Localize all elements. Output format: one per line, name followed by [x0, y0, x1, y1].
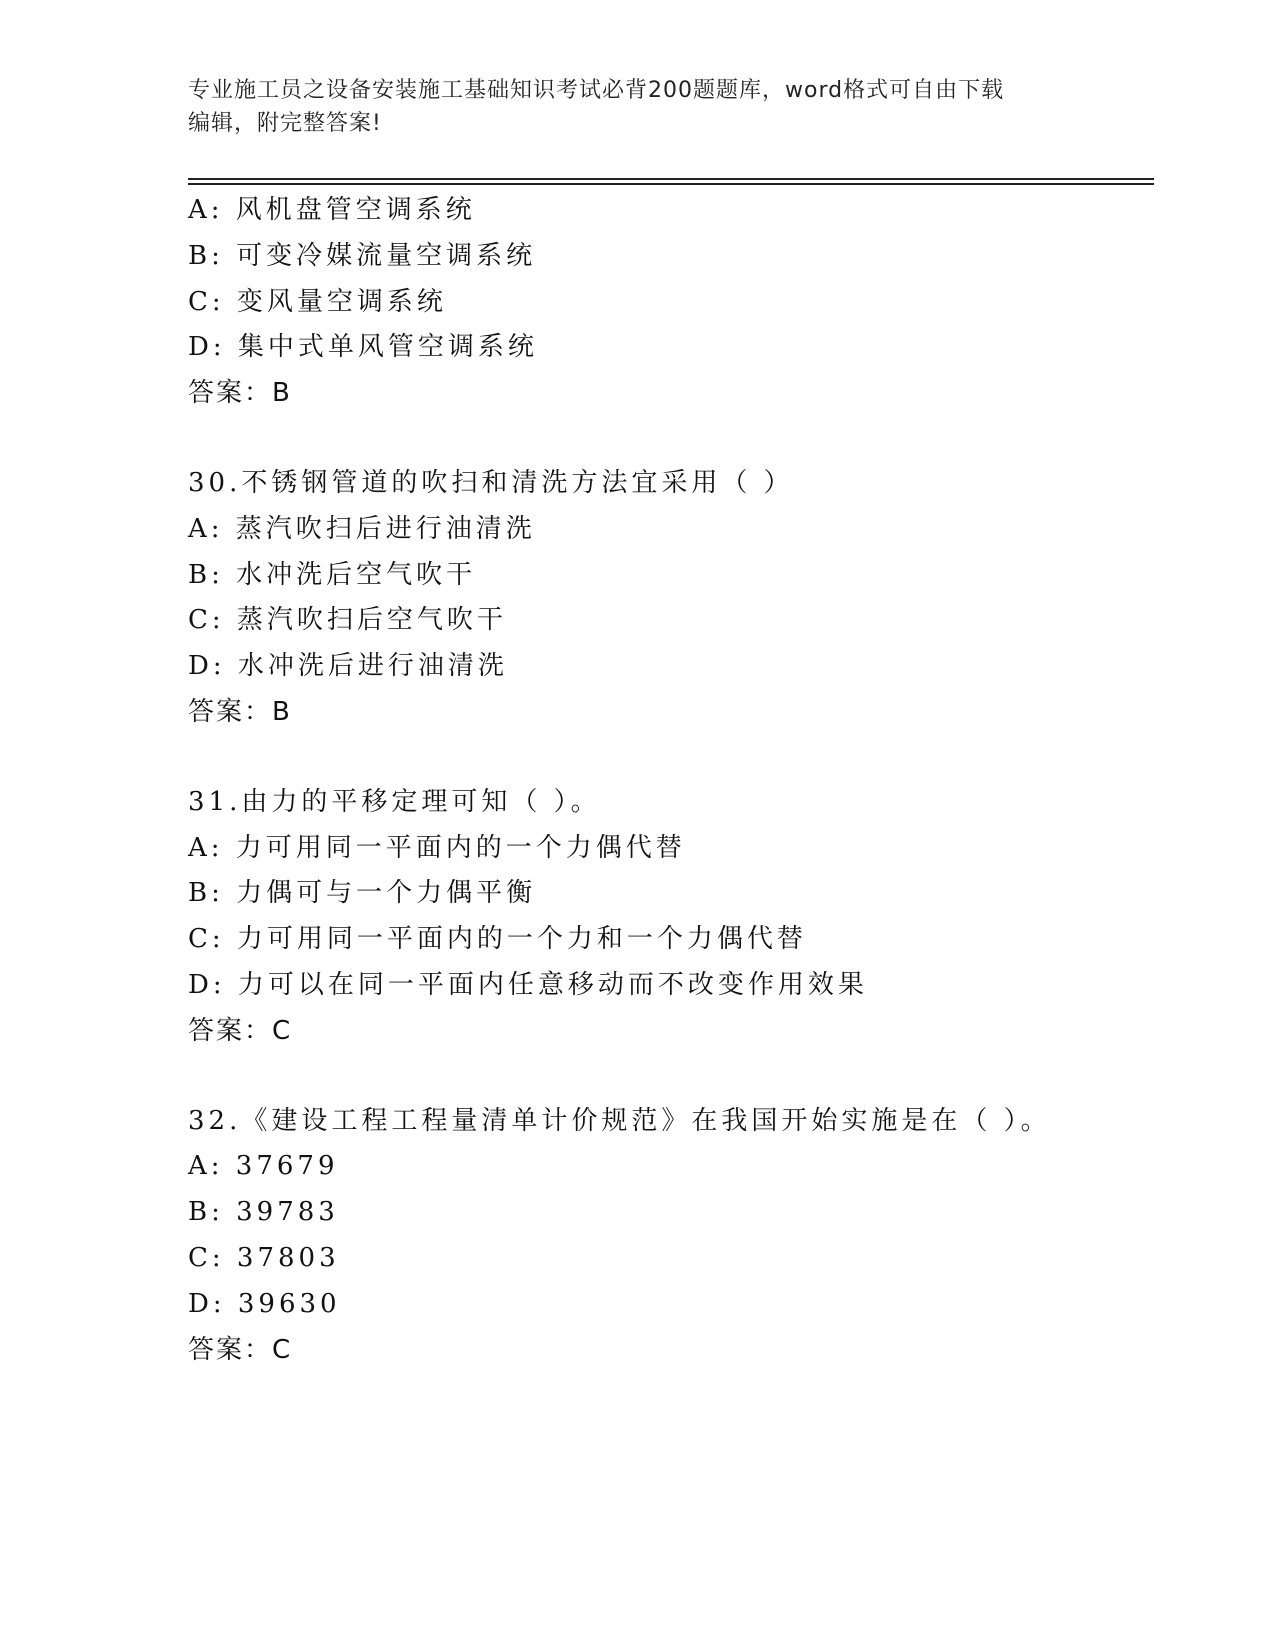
question-text: 30.不锈钢管道的吹扫和清洗方法宜采用（ ） — [188, 467, 794, 498]
option-b: B: 可变冷媒流量空调系统 — [188, 240, 537, 271]
option-a: A: 风机盘管空调系统 — [188, 195, 476, 225]
answer-line: 答案：C — [188, 1015, 293, 1046]
question-text: 32.《建设工程工程量清单计价规范》在我国开始实施是在（ ）。 — [188, 1105, 1051, 1136]
option-d: D: 39630 — [188, 1288, 341, 1319]
option-b: B: 力偶可与一个力偶平衡 — [188, 878, 537, 909]
question-32 — [188, 1099, 1154, 1374]
answer-line: 答案：C — [188, 1334, 293, 1365]
option-d: D: 集中式单风管空调系统 — [188, 332, 538, 363]
question-30 — [188, 461, 1154, 736]
option-d: D: 水冲洗后进行油清洗 — [188, 651, 508, 682]
option-d: D: 力可以在同一平面内任意移动而不改变作用效果 — [188, 969, 868, 1000]
option-b: B: 水冲洗后空气吹干 — [188, 559, 477, 590]
question-text: 31.由力的平移定理可知（ ）。 — [188, 786, 601, 817]
option-a: A: 蒸汽吹扫后进行油清洗 — [188, 513, 536, 544]
option-b: B: 39783 — [188, 1197, 339, 1228]
option-c: C: 变风量空调系统 — [188, 286, 447, 317]
question-31 — [188, 780, 1154, 1055]
header-divider-bottom — [188, 183, 1154, 185]
answer-line: 答案：B — [188, 378, 292, 409]
document-header — [188, 74, 1088, 140]
question-29-continued — [188, 188, 1154, 417]
header-line-2: 编辑，附完整答案! — [188, 111, 382, 136]
option-a: A: 力可用同一平面内的一个力偶代替 — [188, 832, 686, 863]
answer-line: 答案：B — [188, 696, 292, 727]
option-a: A: 37679 — [188, 1151, 339, 1182]
header-divider-top — [188, 178, 1154, 180]
header-line-1: 专业施工员之设备安装施工基础知识考试必背200题题库，word格式可自由下载 — [188, 78, 1005, 103]
option-c: C: 37803 — [188, 1242, 340, 1273]
option-c: C: 蒸汽吹扫后空气吹干 — [188, 605, 507, 636]
option-c: C: 力可用同一平面内的一个力和一个力偶代替 — [188, 924, 807, 955]
question-list — [188, 188, 1154, 1417]
